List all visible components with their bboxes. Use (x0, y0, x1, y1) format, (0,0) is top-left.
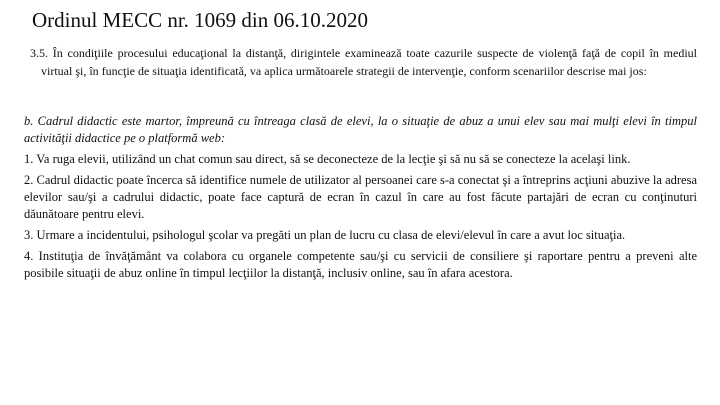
list-item: 1. Va ruga elevii, utilizând un chat comun sau direct, să se deconecteze de la lecţie şi să nu să se conecteze la acelaşi link. (24, 152, 631, 166)
intro-paragraph: 3.5. În condiţiile procesului educaţional la distanţă, dirigintele examinează toate cazurile suspecte de violenţă faţă de copil în mediul virtual şi, în funcţie de situaţia identificată, va aplica următoarele strategii de intervenţie, conform scenariilor descrise mai jos: (30, 46, 697, 78)
document-title: Ordinul MECC nr. 1069 din 06.10.2020 (32, 8, 369, 32)
scenario-paragraph: b. Cadrul didactic este martor, împreună cu întreaga clasă de elevi, la o situaţie de abuz a unui elev sau mai mulţi elevi în timpul activităţii didactice pe o platformă web: (24, 114, 697, 145)
document-body (24, 113, 697, 286)
list-item: 4. Instituţia de învăţământ va colabora cu organele competente sau/şi cu servicii de consiliere şi raportare pentru a preveni alte posibile situaţii de abuz online în timpul lecţiilor la distanţă, inclusiv online, sau în afara acestora. (24, 249, 697, 280)
list-item: 3. Urmare a incidentului, psihologul şcolar va pregăti un plan de lucru cu clasa de elevi/elevul în care a avut loc situaţia. (24, 228, 626, 242)
list-item: 2. Cadrul didactic poate încerca să identifice numele de utilizator al persoanei care s-a conectat şi a întreprins acţiuni abuzive la adresa elevilor sau/şi a cadrului didactic, poate face captură de ecran în cazul în care au fost făcute partajări de ecran cu conţinuturi dăunătoare pentru elevi. (24, 173, 697, 221)
